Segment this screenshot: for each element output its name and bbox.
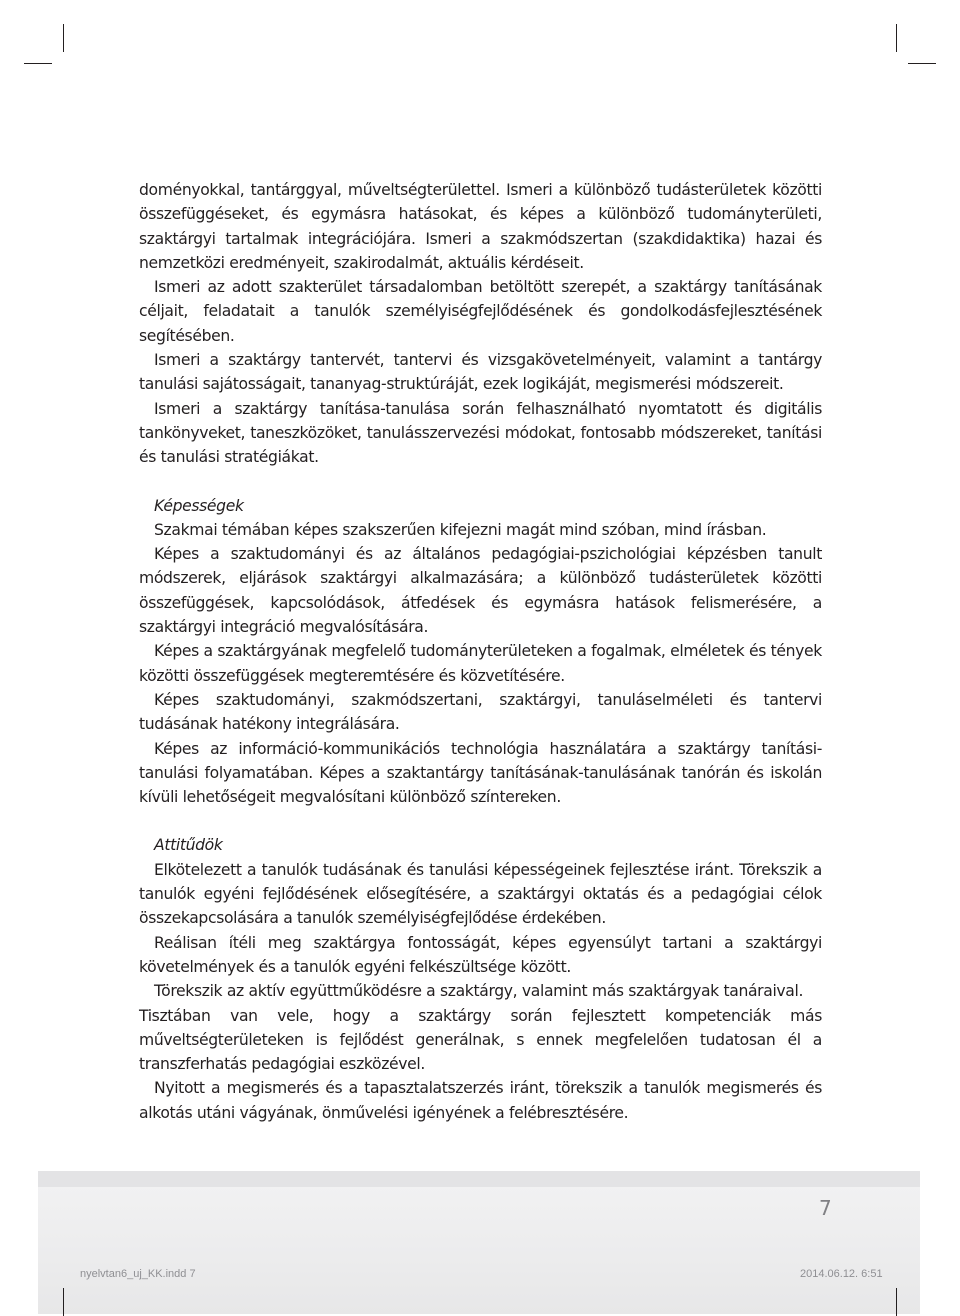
section-heading-attitudes: Attitűdök [154, 836, 223, 855]
crop-mark [24, 63, 52, 64]
paragraph: doményokkal, tantárggyal, műveltségterülettel. Ismeri a különböző tudásterületek közötti összefüggéseket, és egymásra hatásokat, és képes a különböző tudományterületi, szaktárgyi tartalmak integrációjára. Ismeri a szakmódszertan (szakdidaktika) hazai és nemzetközi eredményeit, szakirodalmát, aktuális kérdéseit. [139, 181, 822, 272]
paragraph: Ismeri az adott szakterület társadalomban betöltött szerepét, a szaktárgy tanításának céljait, feladatait a tanulók személyiségfejlődésének és gondolkodásfejlesztésének segítésében. [139, 278, 822, 345]
paragraph: Képes a szaktudományi és az általános pedagógiai-pszichológiai képzésben tanult módszerek, eljárások szaktárgyi alkalmazására; a különböző tudásterületek közötti összefüggések, kapcsolódások, átfedések és egymásra hatások felismerésére, a szaktárgyi integráció megvalósítására. [139, 545, 822, 637]
section-heading-skills: Képességek [154, 496, 244, 515]
footer-strip [38, 1171, 920, 1187]
crop-mark [63, 1288, 64, 1316]
footer-band [38, 1171, 920, 1314]
paragraph: Elkötelezett a tanulók tudásának és tanulási képességeinek fejlesztése iránt. Törekszik a tanulók egyéni fejlődésének elősegítésére, a szaktárgyi oktatás és a pedagógiai célok összekapcsolására a tanulók személyiségfejlődése érdekében. [139, 860, 822, 928]
paragraph: Nyitott a megismerés és a tapasztalatszerzés iránt, törekszik a tanulók megismerés és alkotás utáni vágyának, önművelési igényének a felébresztésére. [139, 1079, 822, 1122]
print-slug-timestamp: 2014.06.12. 6:51 [800, 1268, 883, 1280]
paragraph: Ismeri a szaktárgy tantervét, tantervi és vizsgakövetelményeit, valamint a tantárgy tanulási sajátosságait, tananyag-struktúráját, ezek logikáját, megismerési módszereit. [139, 351, 822, 394]
crop-mark [63, 24, 64, 52]
paragraph: Képes az információ-kommunikációs technológia használatára a szaktárgy tanítási-tanulási folyamatában. Képes a szaktantárgy tanításának-tanulásának tanórán és iskolán kívüli lehetőségeit megvalósítani különböző színtereken. [139, 739, 822, 807]
paragraph: Ismeri a szaktárgy tanítása-tanulása során felhasználható nyomtatott és digitális tankönyveket, taneszközöket, tanulásszervezési módokat, fontosabb módszereket, tanítási és tanulási stratégiákat. [139, 399, 822, 467]
paragraph: Szakmai témában képes szakszerűen kifejezni magát mind szóban, mind írásban. [154, 520, 767, 539]
paragraph: Tisztában van vele, hogy a szaktárgy során fejlesztett kompetenciák más műveltségterületeken is fejlődést generálnak, s ennek megfelelően tudatosan él a transzferhatás pedagógiai eszközével. [139, 1006, 822, 1074]
crop-mark [896, 1288, 897, 1316]
crop-mark [908, 63, 936, 64]
paragraph: Reálisan ítéli meg szaktárgya fontosságát, képes egyensúlyt tartani a szaktárgyi követelmények és a tanulók egyéni felkészültsége között. [139, 933, 822, 976]
paragraph: Képes a szaktárgyának megfelelő tudományterületeken a fogalmak, elméletek és tények közötti összefüggések megteremtésére és közvetítésére. [139, 642, 822, 685]
page-number: 7 [819, 1196, 832, 1220]
crop-mark [896, 24, 897, 52]
paragraph: Képes szaktudományi, szakmódszertani, szaktárgyi, tanuláselméleti és tantervi tudásának hatékony integrálására. [139, 690, 822, 734]
print-slug-filename: nyelvtan6_uj_KK.indd 7 [80, 1268, 196, 1280]
body-text [139, 178, 822, 1125]
paragraph: Törekszik az aktív együttműködésre a szaktárgy, valamint más szaktárgyak tanáraival. [154, 982, 804, 1001]
